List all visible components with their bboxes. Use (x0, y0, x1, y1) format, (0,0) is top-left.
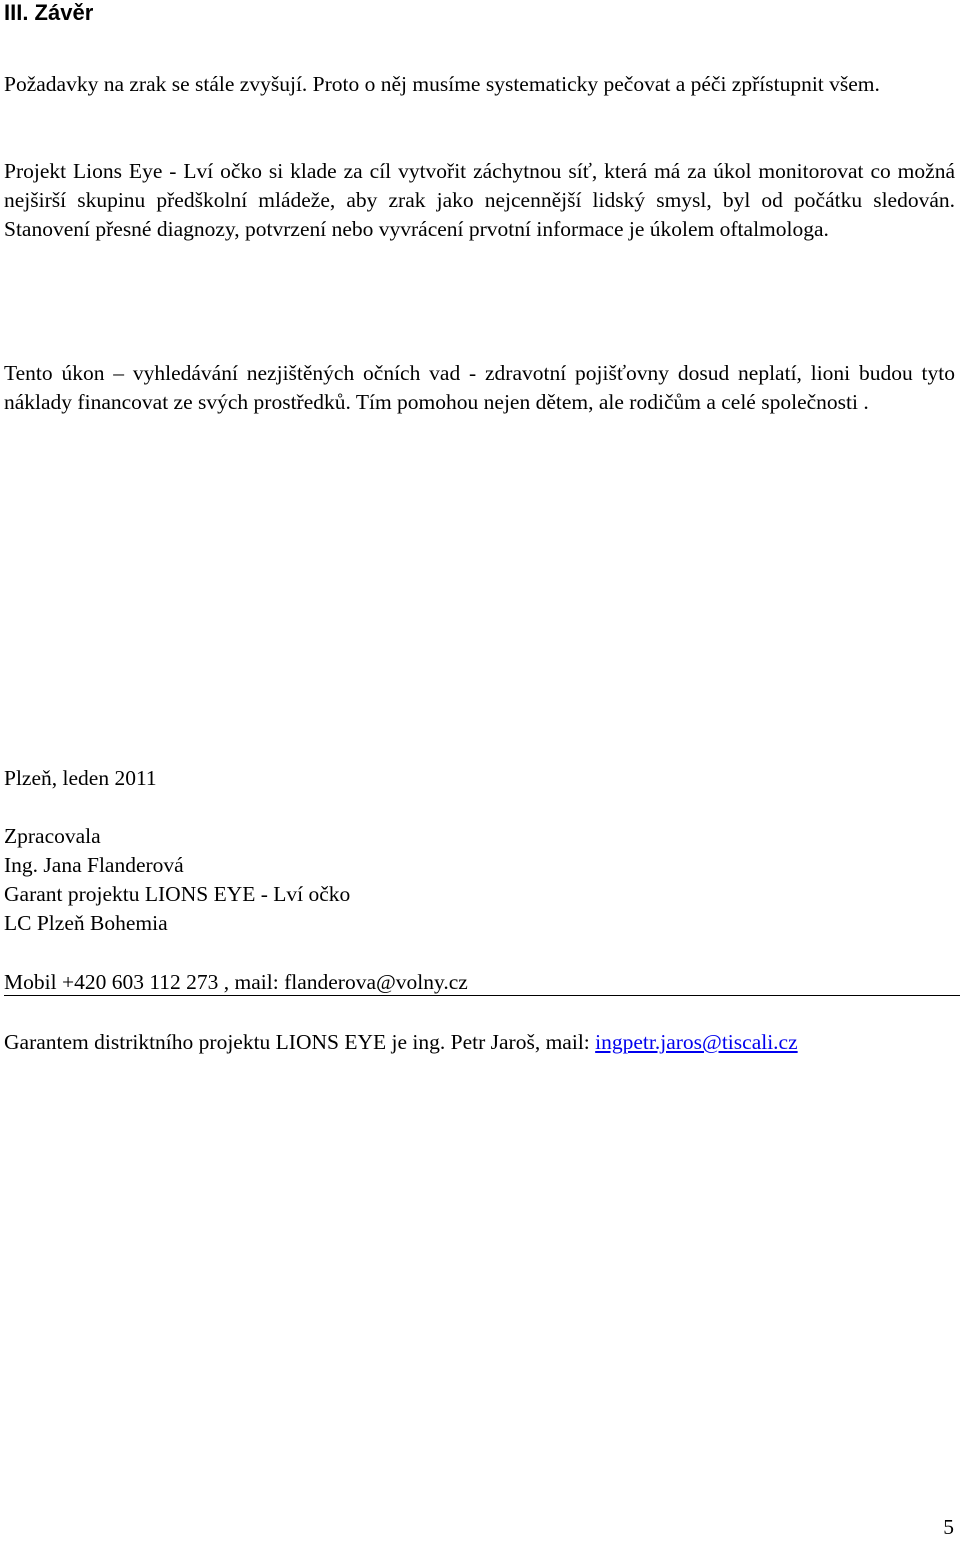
paragraph-funding: Tento úkon – vyhledávání nezjištěných očních vad - zdravotní pojišťovny dosud neplatí, lioni budou tyto náklady financovat ze svých prostředků. Tím pomohou nejen dětem, ale rodičům a celé společnosti . (4, 361, 955, 414)
guarantor-text: Garantem distriktního projektu LIONS EYE je ing. Petr Jaroš, mail: (4, 1030, 596, 1054)
paragraph-requirements: Požadavky na zrak se stále zvyšují. Proto o něj musíme systematicky pečovat a péči zpřístupnit všem. (4, 72, 880, 96)
contact-line: Mobil +420 603 112 273 , mail: flanderova@volny.cz (4, 970, 468, 994)
prepared-by-label: Zpracovala (4, 824, 101, 848)
section-heading: III. Závěr (4, 0, 94, 25)
guarantor-email-link[interactable]: ingpetr.jaros@tiscali.cz (595, 1030, 798, 1054)
page-number: 5 (943, 1515, 954, 1539)
date-line: Plzeň, leden 2011 (4, 766, 157, 790)
divider-line (4, 995, 960, 996)
club-name: LC Plzeň Bohemia (4, 911, 168, 935)
document-page (4, 0, 956, 1537)
author-name: Ing. Jana Flanderová (4, 853, 184, 877)
guarantor-line (4, 1028, 798, 1057)
author-role: Garant projektu LIONS EYE - Lví očko (4, 882, 351, 906)
paragraph-project: Projekt Lions Eye - Lví očko si klade za cíl vytvořit záchytnou síť, která má za úkol monitorovat co možná nejširší skupinu předškolní mládeže, aby zrak jako nejcennější lidský smysl, byl od počátku sledován. Stanovení přesné diagnozy, potvrzení nebo vyvrácení prvotní informace je úkolem oftalmologa. (4, 159, 955, 241)
